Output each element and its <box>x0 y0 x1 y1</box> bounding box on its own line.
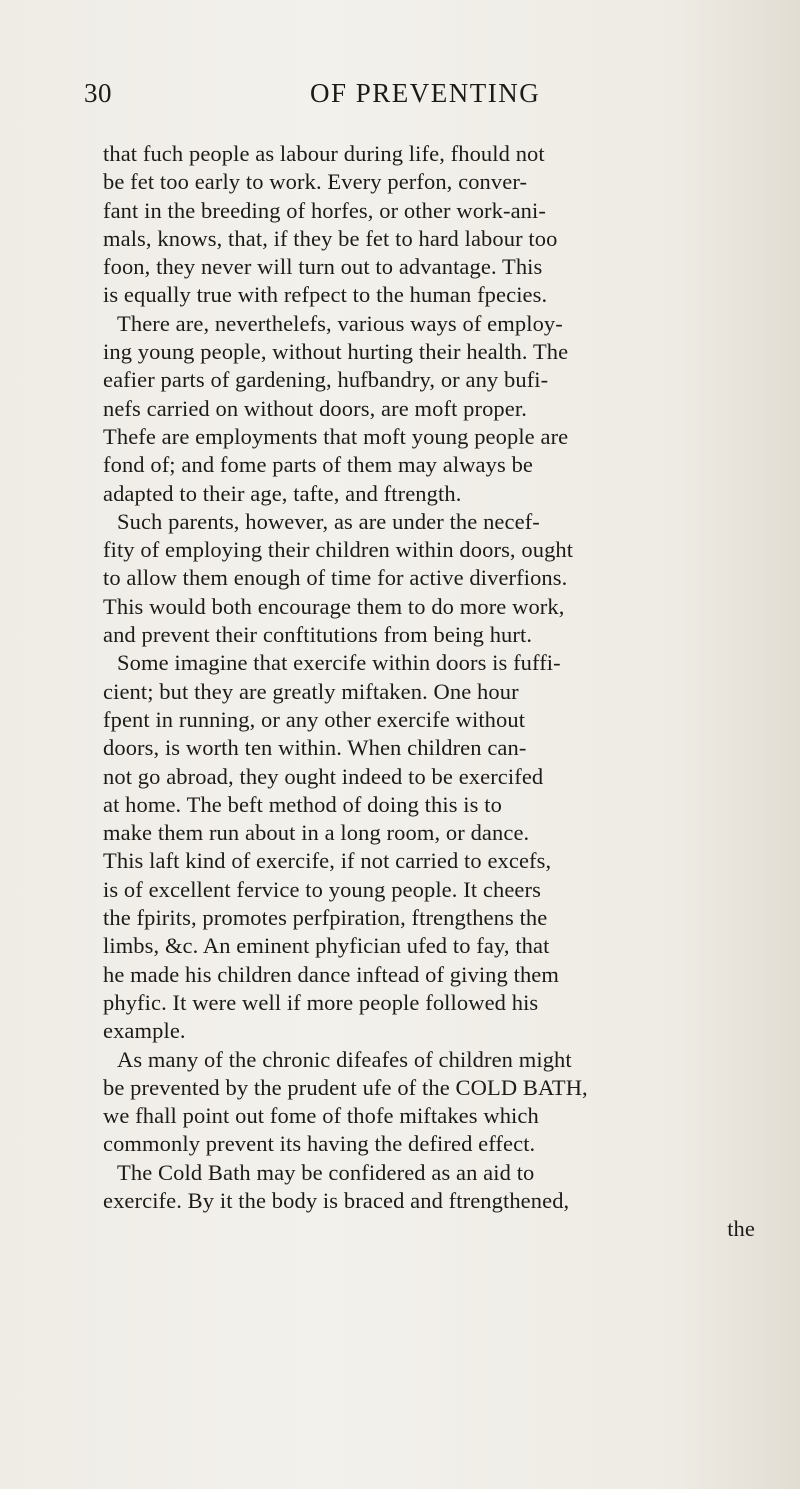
text-line: There are, neverthelefs, various ways of employ- <box>117 310 563 336</box>
text-line: Thefe are employments that moft young people are <box>103 423 569 449</box>
text-line: Some imagine that exercife within doors is fuffi- <box>117 650 561 676</box>
text-line: doors, is worth ten within. When children can- <box>103 735 527 761</box>
text-line: adapted to their age, tafte, and ftrength. <box>103 480 462 506</box>
text-line: example. <box>103 1018 186 1044</box>
text-line: mals, knows, that, if they be fet to hard labour too <box>103 225 558 251</box>
text-line: As many of the chronic difeafes of children might <box>117 1046 572 1072</box>
catchword: the <box>727 1216 755 1242</box>
text-line: eafier parts of gardening, hufbandry, or any bufi- <box>103 367 549 393</box>
text-line: the fpirits, promotes perfpiration, ftrengthens the <box>103 905 548 931</box>
catchword-line <box>103 1215 763 1243</box>
text-line: This laft kind of exercife, if not carried to excefs, <box>103 848 552 874</box>
text-line: ing young people, without hurting their health. The <box>103 339 569 365</box>
text-line: to allow them enough of time for active diverfions. <box>103 565 568 591</box>
text-line: we fhall point out fome of thofe miftakes which <box>103 1103 539 1129</box>
text-line: cient; but they are greatly miftaken. One hour <box>103 678 519 704</box>
text-line: be fet too early to work. Every perfon, conver- <box>103 169 528 195</box>
text-line: commonly prevent its having the defired effect. <box>103 1131 536 1157</box>
text-line: is of excellent fervice to young people. It cheers <box>103 876 541 902</box>
text-line: fity of employing their children within doors, ought <box>103 537 574 563</box>
body-text <box>103 140 763 1244</box>
text-line: is equally true with refpect to the human fpecies. <box>103 282 548 308</box>
text-line: at home. The beft method of doing this is to <box>103 791 502 817</box>
running-head <box>84 78 744 118</box>
text-line: fpent in running, or any other exercife without <box>103 706 526 732</box>
text-line: not go abroad, they ought indeed to be exercifed <box>103 763 544 789</box>
text-line: nefs carried on without doors, are moft proper. <box>103 395 527 421</box>
text-line: be prevented by the prudent ufe of the COLD BATH, <box>103 1074 588 1100</box>
page-number: 30 <box>84 78 112 108</box>
text-line: and prevent their conftitutions from being hurt. <box>103 622 533 648</box>
text-line: exercife. By it the body is braced and ftrengthened, <box>103 1187 570 1213</box>
text-line: The Cold Bath may be confidered as an aid to <box>117 1159 535 1185</box>
text-line: that fuch people as labour during life, fhould not <box>103 141 545 166</box>
running-head-title: OF PREVENTING <box>310 78 541 108</box>
text-line: foon, they never will turn out to advantage. This <box>103 254 543 280</box>
text-line: This would both encourage them to do more work, <box>103 593 565 619</box>
text-line: limbs, &c. An eminent phyfician ufed to fay, that <box>103 933 550 959</box>
text-line: fond of; and fome parts of them may always be <box>103 452 534 478</box>
text-line: Such parents, however, as are under the necef- <box>117 508 540 534</box>
text-line: fant in the breeding of horfes, or other work-ani- <box>103 197 546 223</box>
text-line: make them run about in a long room, or dance. <box>103 820 530 846</box>
text-line: phyfic. It were well if more people followed his <box>103 989 539 1015</box>
text-line: he made his children dance inftead of giving them <box>103 961 559 987</box>
